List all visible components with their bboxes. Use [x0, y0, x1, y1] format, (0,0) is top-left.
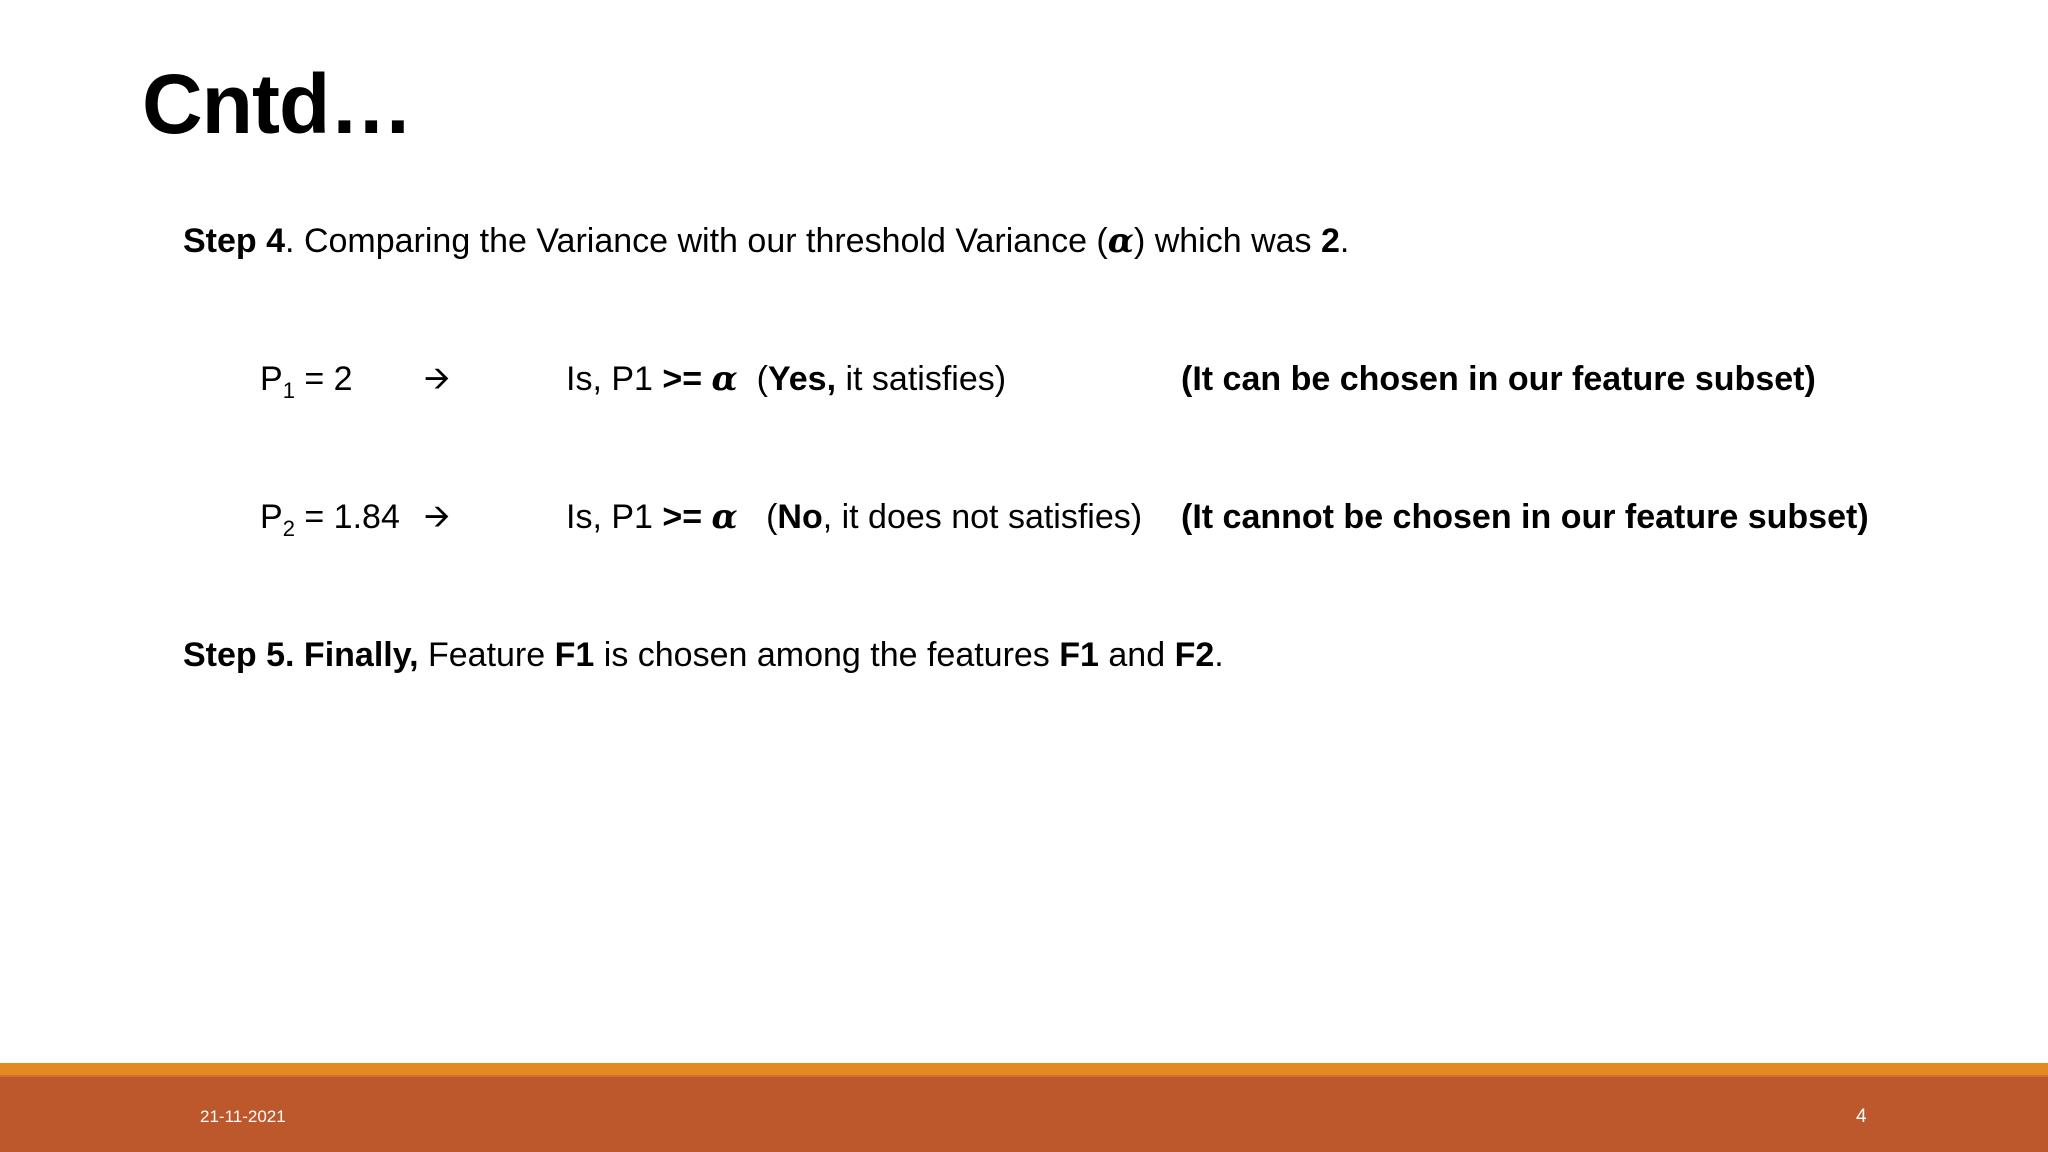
footer-bar — [0, 1075, 2048, 1152]
row1-var-value: = 2 — [294, 360, 353, 398]
step5-end: . — [1214, 636, 1224, 674]
row1-answer: Yes, — [767, 360, 837, 398]
row2-paren: ( — [766, 498, 778, 536]
row2-var-value: = 1.84 — [294, 498, 400, 536]
row2-alpha-symbol: 𝜶 — [711, 497, 738, 537]
row1-paren: ( — [756, 360, 768, 398]
footer-accent-stripe — [0, 1063, 2048, 1075]
row2-answer: No — [777, 498, 823, 536]
step5-text-3: and — [1098, 636, 1175, 674]
step4-end: . — [1339, 222, 1350, 260]
row2-condition — [566, 497, 1143, 537]
row1-condition-prefix: Is, P1 — [566, 360, 663, 398]
row2-answer-rest: , it does not satisfies) — [822, 498, 1143, 536]
row2-result: (It cannot be chosen in our feature subset) — [1181, 498, 1869, 536]
row1-variable — [260, 360, 353, 403]
row2-condition-prefix: Is, P1 — [566, 498, 663, 536]
row2-var-subscript: 2 — [282, 516, 295, 541]
step4-paragraph — [183, 221, 1350, 261]
row1-result: (It can be chosen in our feature subset) — [1181, 360, 1816, 398]
footer-date: 21-11-2021 — [200, 1107, 286, 1126]
row1-condition — [566, 359, 1007, 399]
row1-var-letter: P — [260, 360, 283, 398]
step4-text-2: ) which was — [1133, 222, 1321, 260]
step5-feature-f1-b: F1 — [1059, 636, 1099, 674]
step5-paragraph — [183, 638, 1224, 672]
step5-label: Step 5. Finally, — [183, 636, 419, 674]
step5-text-2: is chosen among the features — [594, 636, 1060, 674]
row1-answer-rest: it satisfies) — [836, 360, 1007, 398]
slide-title: Cntd… — [142, 57, 413, 151]
step5-text-1: Feature — [418, 636, 555, 674]
step5-feature-f2: F2 — [1174, 636, 1215, 674]
row1-arrow-icon: 🡪 — [424, 359, 450, 397]
row2-arrow-icon: 🡪 — [424, 497, 450, 535]
row2-var-letter: P — [260, 498, 283, 536]
step5-feature-f1: F1 — [554, 636, 595, 674]
alpha-symbol: 𝜶 — [1107, 221, 1134, 261]
row2-variable — [260, 498, 400, 541]
row1-ge-operator: >= — [662, 360, 703, 398]
slide-number: 4 — [1856, 1106, 1867, 1127]
row1-alpha-symbol: 𝜶 — [711, 359, 738, 399]
step4-label: Step 4 — [183, 222, 286, 260]
row2-ge-operator: >= — [662, 498, 703, 536]
row1-var-subscript: 1 — [282, 378, 295, 403]
threshold-value: 2 — [1321, 222, 1340, 260]
step4-text: . Comparing the Variance with our threshold Variance ( — [285, 222, 1108, 260]
